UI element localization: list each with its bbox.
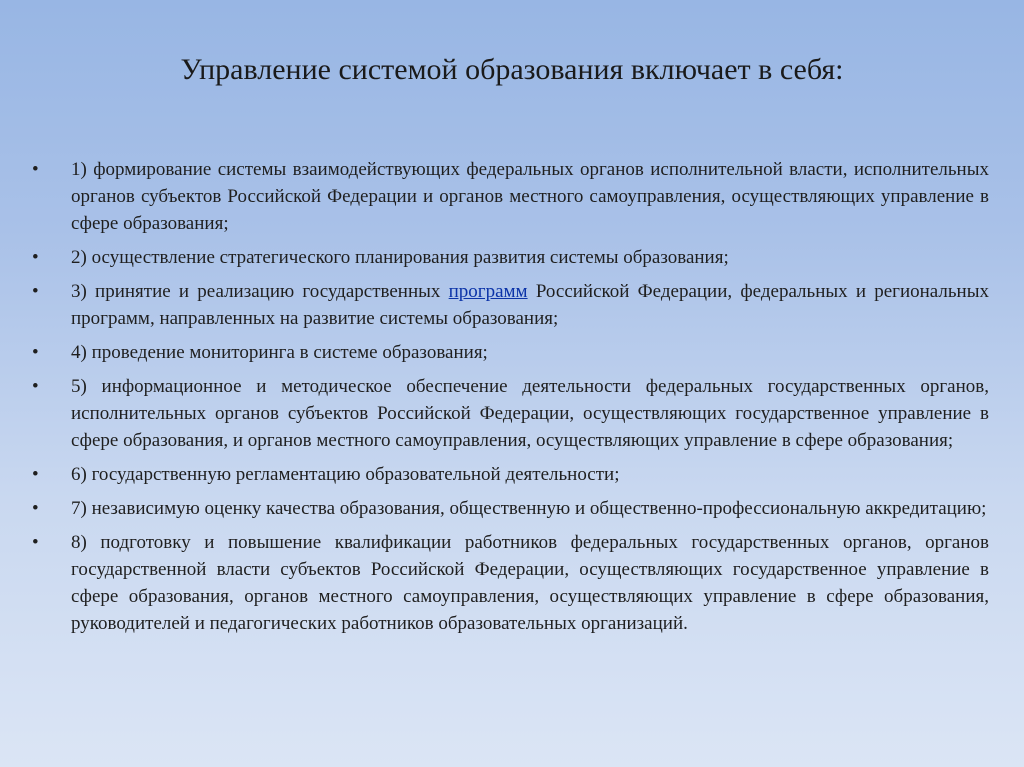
bullet-icon: • [32,159,39,180]
bullet-icon: • [32,376,39,397]
list-item [0,244,1024,271]
list-item [0,339,1024,366]
bullet-icon: • [32,464,39,485]
list-item [0,461,1024,488]
list-item-text: 5) информационное и методическое обеспечение деятельности федеральных государственных органов, исполнительных органов субъектов Российской Федерации, осуществляющих государственное управление в сфере образования, и органов местного самоуправления, осуществляющих управление в сфере образования; [71,376,989,451]
list-item [0,278,1024,332]
list-item [0,156,1024,237]
bullet-icon: • [32,281,39,302]
list-item [0,529,1024,637]
bullet-icon: • [32,532,39,553]
slide-title: Управление системой образования включает в себя: [180,53,844,86]
list-item-text: 1) формирование системы взаимодействующих федеральных органов исполнительной власти, исполнительных органов субъектов Российской Федерации и органов местного самоуправления, осуществляющих управление в сфере образования; [71,159,989,234]
list-item [0,495,1024,522]
bullet-icon: • [32,247,39,268]
bullet-icon: • [32,342,39,363]
bullet-list [0,156,1024,644]
list-item-text-before-link: 3) принятие и реализацию государственных [71,281,449,302]
list-item-text: 7) независимую оценку качества образования, общественную и общественно-профессиональную аккредитацию; [71,498,987,519]
list-item-text [71,278,989,332]
bullet-icon: • [32,498,39,519]
list-item-text: 2) осуществление стратегического планирования развития системы образования; [71,247,729,268]
list-item-text: 6) государственную регламентацию образовательной деятельности; [71,464,620,485]
list-item [0,373,1024,454]
programs-link[interactable]: программ [448,281,528,302]
list-item-text: 8) подготовку и повышение квалификации работников федеральных государственных органов, органов государственной власти субъектов Российской Федерации, осуществляющих государственное управление в сфере образования, органов местного самоуправления, осуществляющих управление в сфере образования, руководителей и педагогических работников образовательных организаций. [71,532,989,634]
list-item-text-after-link: Российской Федерации, федеральных и региональных программ, направленных на развитие системы образования; [71,281,989,329]
list-item-text: 4) проведение мониторинга в системе образования; [71,342,488,363]
